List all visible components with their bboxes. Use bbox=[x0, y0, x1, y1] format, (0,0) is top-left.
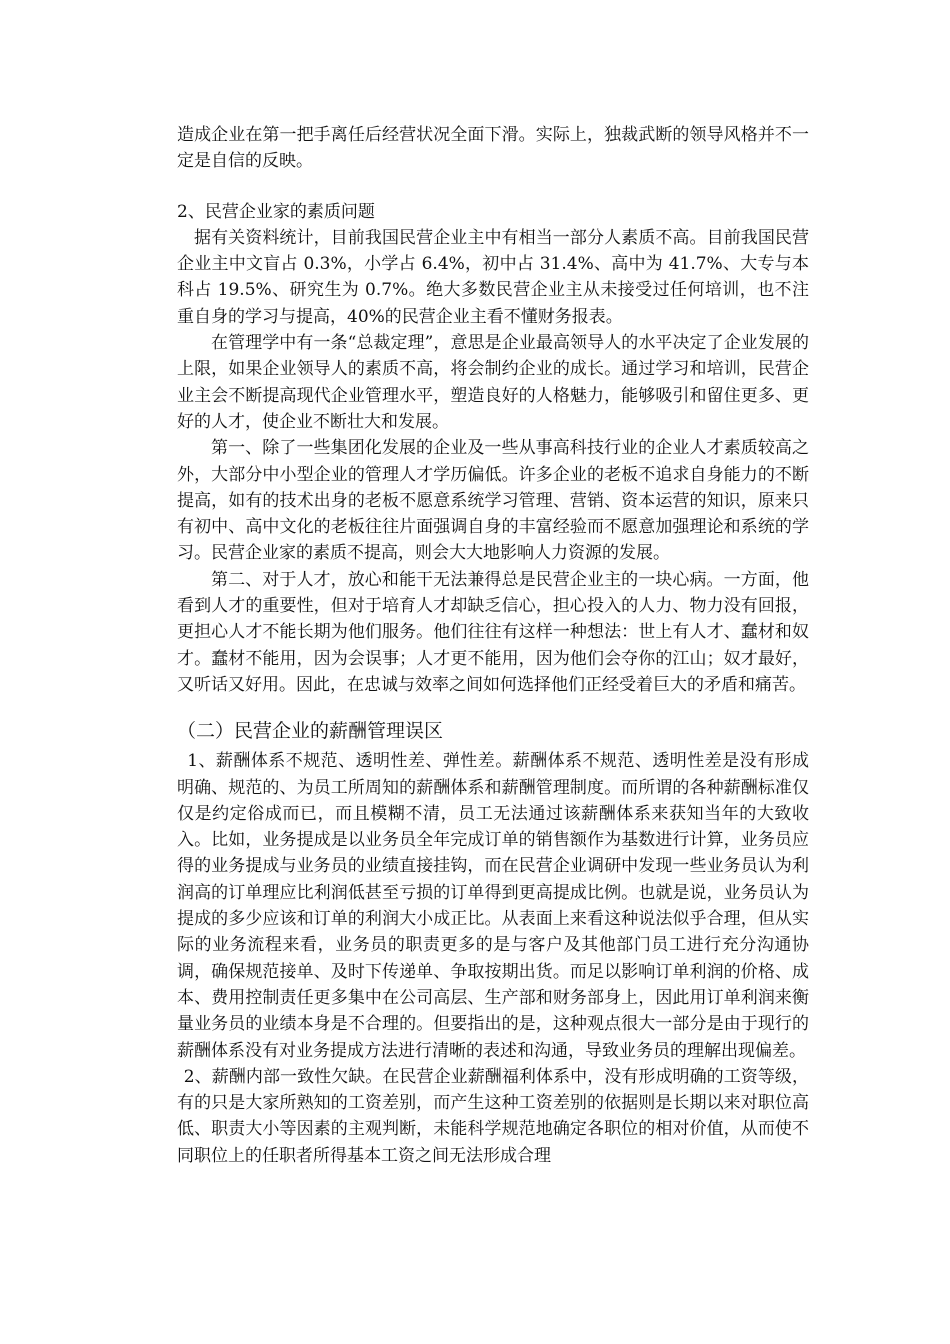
subheading-entrepreneur-quality: 2、民营企业家的素质问题 bbox=[177, 201, 375, 222]
paragraph-continuation: 造成企业在第一把手离任后经营状况全面下滑。实际上，独裁武断的领导风格并不一定是自信的反映。 bbox=[177, 125, 809, 172]
paragraph-ceo-law: 在管理学中有一条“总裁定理”，意思是企业最高领导人的水平决定了企业发展的上限，如果企业领导人的素质不高，将会制约企业的成长。通过学习和培训，民营企业主会不断提高现代企业管理水平，塑造良好的人格魅力，能够吸引和留住更多、更好的人才，使企业不断壮大和发展。 bbox=[177, 333, 809, 432]
paragraph-second-point: 第二、对于人才，放心和能干无法兼得总是民营企业主的一块心病。一方面，他看到人才的重要性，但对于培育人才却缺乏信心，担心投入的人力、物力没有回报，更担心人才不能长期为他们服务。他们往往有这样一种想法：世上有人才、蠢材和奴才。蠢材不能用，因为会误事；人才更不能用，因为他们会夺你的江山；奴才最好，又听话又好用。因此，在忠诚与效率之间如何选择他们正经受着巨大的矛盾和痛苦。 bbox=[177, 569, 809, 695]
paragraph-item-1: 1、薪酬体系不规范、透明性差、弹性差。薪酬体系不规范、透明性差是没有形成明确、规范的、为员工所周知的薪酬体系和薪酬管理制度。而所谓的各种薪酬标准仅仅是约定俗成而已，而且模糊不清，员工无法通过该薪酬体系来获知当年的大致收入。比如，业务提成是以业务员全年完成订单的销售额作为基数进行计算，业务员应得的业务提成与业务员的业绩直接挂钩，而在民营企业调研中发现一些业务员认为利润高的订单理应比利润低甚至亏损的订单得到更高提成比例。也就是说，业务员认为提成的多少应该和订单的利润大小成正比。从表面上来看这种说法似乎合理，但从实际的业务流程来看，业务员的职责更多的是与客户及其他部门员工进行充分沟通协调，确保规范接单、及时下传递单、争取按期出货。而足以影响订单利润的价格、成本、费用控制责任更多集中在公司高层、生产部和财务部身上，因此用订单利润来衡量业务员的业绩本身是不合理的。但要指出的是，这种观点很大一部分是由于现行的薪酬体系没有对业务提成方法进行清晰的表述和沟通，导致业务员的理解出现偏差。 bbox=[177, 751, 809, 1061]
section-heading-compensation: （二）民营企业的薪酬管理误区 bbox=[177, 720, 444, 743]
paragraph-first-point: 第一、除了一些集团化发展的企业及一些从事高科技行业的企业人才素质较高之外，大部分中小型企业的管理人才学历偏低。许多企业的老板不追求自身能力的不断提高，如有的技术出身的老板不愿意系统学习管理、营销、资本运营的知识，原来只有初中、高中文化的老板往往片面强调自身的丰富经验而不愿意加强理论和系统的学习。民营企业家的素质不提高，则会大大地影响人力资源的发展。 bbox=[177, 438, 809, 564]
paragraph-education-statistics: 据有关资料统计，目前我国民营企业主中有相当一部分人素质不高。目前我国民营企业主中文盲占 0.3%，小学占 6.4%，初中占 31.4%、高中为 41.7%、大专与本科占 19.5%、研究生为 0.7%。绝大多数民营企业主从未接受过任何培训，也不注重自身的学习与提高，40%的民营企业主看不懂财务报表。 bbox=[177, 227, 809, 327]
paragraph-item-2: 2、薪酬内部一致性欠缺。在民营企业薪酬福利体系中，没有形成明确的工资等级，有的只是大家所熟知的工资差别，而产生这种工资差别的依据则是长期以来对职位高低、职责大小等因素的主观判断，未能科学规范地确定各职位的相对价值，从而使不同职位上的任职者所得基本工资之间无法形成合理 bbox=[177, 1066, 809, 1166]
document-page bbox=[177, 122, 809, 1169]
